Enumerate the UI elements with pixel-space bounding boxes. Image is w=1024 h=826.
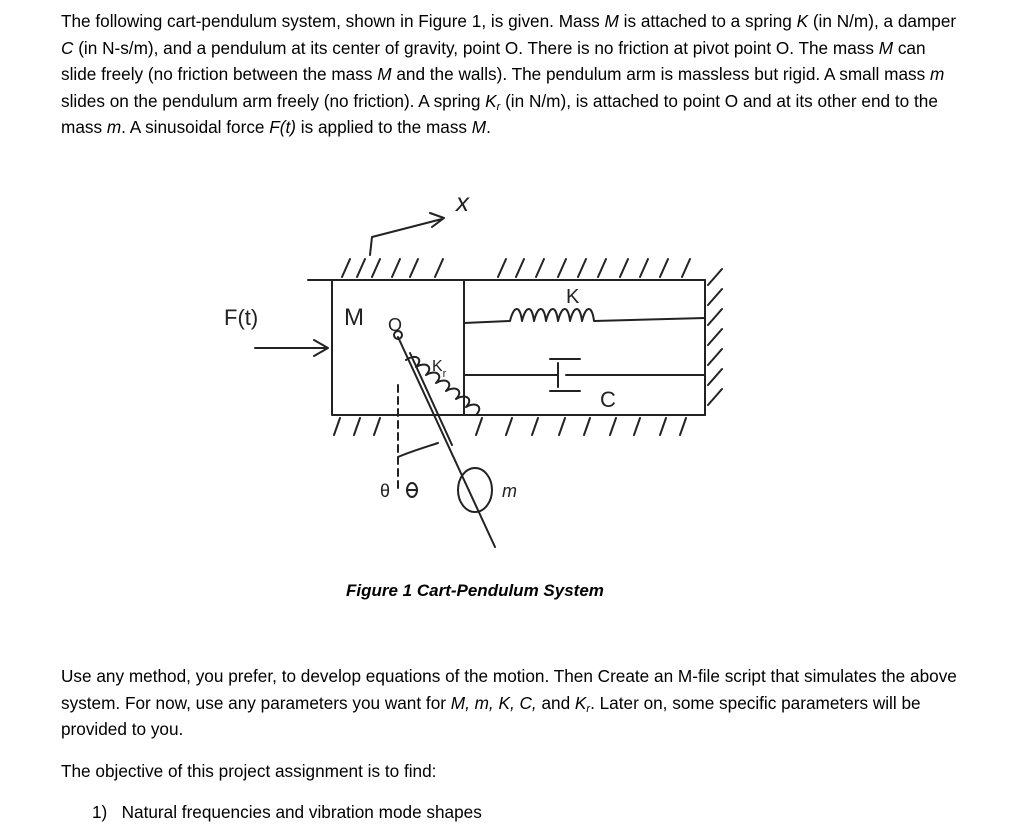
force-arrow — [255, 340, 328, 356]
spring-Kr-subscript: r — [442, 368, 447, 380]
symbol-C: C — [61, 37, 74, 58]
list-text: Natural frequencies and vibration mode shapes — [121, 802, 482, 822]
x-label: x — [456, 187, 469, 217]
symbol-m: m — [930, 64, 945, 84]
intro-text: is applied to the mass — [296, 117, 472, 137]
symbol-M: M — [604, 11, 619, 31]
objective-paragraph: The objective of this project assignment is to find: — [61, 761, 437, 781]
parameter-symbols: M, m, K, C, — [450, 692, 537, 713]
ceiling-hatching — [342, 259, 690, 277]
pivot-label: O — [388, 315, 403, 335]
method-text: and — [536, 692, 575, 713]
method-text: . Later on, some specific parameters will be provided to you. — [61, 692, 921, 739]
intro-text: can slide freely (no friction between the mass — [61, 37, 926, 84]
symbol-Kr-base: K — [485, 90, 497, 111]
symbol-M: M — [471, 117, 487, 137]
intro-text: and the walls). The pendulum arm is massless but rigid. A small mass — [391, 64, 930, 84]
wall-hatching — [708, 269, 722, 405]
method-paragraph — [61, 663, 961, 743]
force-label: F(t) — [224, 305, 259, 330]
symbol-Kr-subscript: r — [496, 100, 501, 113]
slider-mass-label: m — [502, 481, 517, 501]
cart-mass-label: M — [344, 304, 364, 331]
damper-C-label: C — [600, 387, 616, 412]
intro-paragraph — [61, 8, 961, 141]
symbol-Ft: F(t) — [269, 117, 296, 137]
symbol-Kr — [575, 693, 590, 713]
cart-mass-box — [332, 280, 464, 415]
intro-text: (in N/m), is attached to point O and at its other end to the mass — [61, 90, 938, 137]
method-text: Use any method, you prefer, to develop equations of the motion. Then Create an M-file script that simulates the above system. For now, use any parameters you want for — [61, 666, 957, 713]
intro-text: (in N-s/m), and a pendulum at its center of gravity, point O. There is no friction at pivot point O. The mass — [73, 37, 879, 58]
symbol-Kr-base: K — [574, 692, 587, 713]
spring-K-label: K — [566, 286, 580, 308]
x-displacement-arrow — [370, 213, 444, 255]
angle-label: θ — [380, 481, 391, 501]
intro-text: (in N/m), a damper — [808, 11, 957, 31]
symbol-M: M — [377, 64, 392, 84]
list-number: 1) — [92, 802, 108, 822]
symbol-Kr — [485, 91, 500, 111]
angle-arc — [398, 443, 438, 457]
intro-text: is attached to a spring — [618, 11, 797, 31]
symbol-K: K — [796, 11, 809, 31]
damper-C — [464, 359, 705, 391]
cart-pendulum-figure — [220, 185, 740, 555]
symbol-Kr-subscript: r — [586, 702, 591, 715]
spring-Kr-base: K — [432, 358, 443, 375]
intro-text: . — [486, 117, 491, 137]
intro-text: . A sinusoidal force — [121, 117, 270, 137]
symbol-m: m — [106, 117, 122, 137]
intro-text: The following cart-pendulum system, shown in Figure 1, is given. Mass — [61, 11, 605, 31]
intro-text: slides on the pendulum arm freely (no friction). A spring — [61, 90, 486, 111]
pendulum-arm — [398, 337, 495, 547]
spring-K — [464, 309, 705, 323]
symbol-M: M — [878, 37, 894, 58]
figure-caption: Figure 1 Cart-Pendulum System — [346, 581, 604, 600]
floor-hatching — [334, 418, 686, 435]
list-item — [92, 799, 992, 826]
